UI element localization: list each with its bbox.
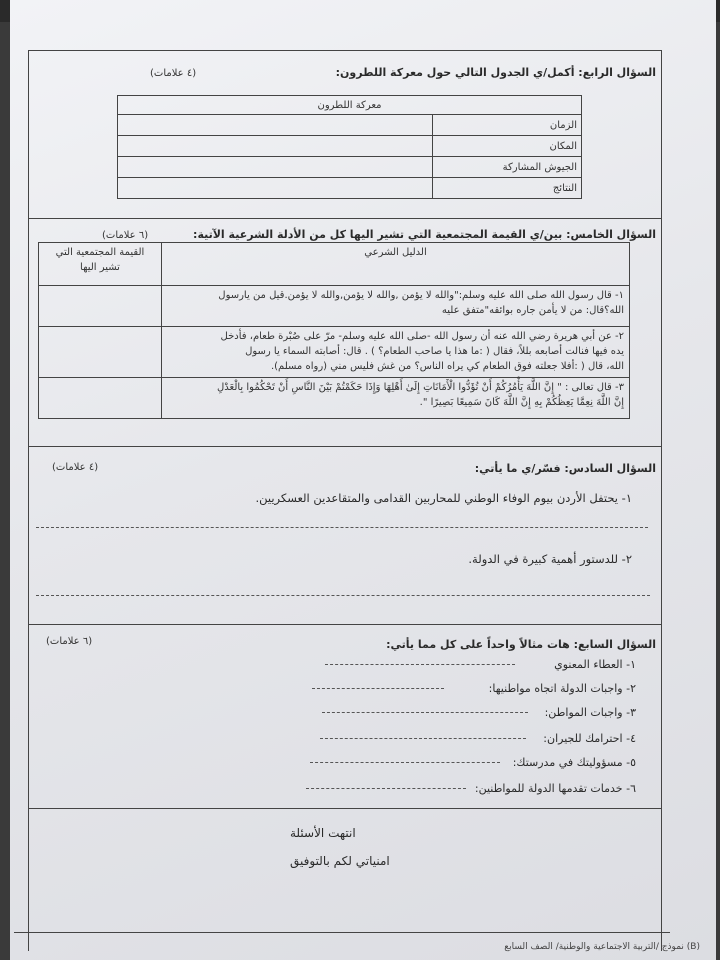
item-text: يحتفل الأردن بيوم الوفاء الوطني للمحاربين القدامى والمتقاعدين العسكريين. (255, 491, 618, 505)
evidence-line: يده فيها فنالت أصابعه بللاً، فقال ( :ما هذا يا صاحب الطعام؟ ) . قال: أصابته السماء يا رسول (245, 346, 624, 357)
answer-line[interactable] (325, 664, 515, 665)
q4-table (117, 95, 582, 199)
q4-answer-cell[interactable] (118, 115, 433, 136)
q4-table-header: معركة اللطرون (118, 96, 582, 115)
item-text: مسؤوليتك في مدرستك: (512, 756, 623, 769)
item-text: خدمات تقدمها الدولة للمواطنين: (474, 782, 623, 795)
divider (28, 446, 662, 447)
item-number: ٢- (615, 331, 624, 342)
end-of-questions: انتهت الأسئلة (290, 826, 356, 840)
q7-marks: (٦ علامات) (46, 636, 93, 647)
q7-item-4 (543, 732, 636, 745)
q5-table (38, 242, 630, 419)
item-number: ١- (621, 491, 632, 505)
q4-row-label: المكان (433, 136, 582, 157)
q6-item-2 (468, 552, 632, 566)
q4-answer-cell[interactable] (118, 136, 433, 157)
item-number: ٣- (615, 382, 624, 393)
item-text: واجبات المواطن: (544, 706, 623, 719)
q7-item-5 (513, 756, 636, 769)
q5-answer-cell[interactable] (39, 378, 162, 419)
q4-marks: (٤ علامات) (150, 68, 197, 79)
divider (28, 624, 662, 625)
q5-col-evidence: الدليل الشرعي (162, 243, 630, 286)
item-text: واجبات الدولة اتجاه مواطنيها: (488, 682, 623, 695)
answer-line[interactable] (306, 788, 466, 789)
q5-marks: (٦ علامات) (102, 230, 149, 241)
q4-answer-cell[interactable] (118, 178, 433, 199)
page-footer: (B) نموذج /التربية الاجتماعية والوطنية/ الصف السابع (504, 942, 700, 952)
answer-line[interactable] (322, 712, 528, 713)
evidence-line: إِنَّ اللَّهَ نِعِمَّا يَعِظُكُمْ بِهِ إِنَّ اللَّهَ كَانَ سَمِيعًا بَصِيرًا ". (419, 397, 624, 408)
q7-item-2 (489, 682, 636, 695)
q5-answer-cell[interactable] (39, 286, 162, 327)
evidence-line: الله، قال ( :أفلا جعلته فوق الطعام كي يراه الناس؟ من غش فليس مني (رواه مسلم). (270, 361, 624, 372)
item-number: ٥- (626, 756, 636, 769)
item-text: العطاء المعنوي (554, 658, 623, 671)
item-text: احترامك للجيران: (543, 732, 623, 745)
item-number: ٤- (626, 732, 636, 745)
q5-evidence-2 (162, 327, 630, 378)
q7-item-1 (554, 658, 636, 671)
answer-line[interactable] (312, 688, 444, 689)
q5-answer-cell[interactable] (39, 327, 162, 378)
q7-item-6 (475, 782, 636, 795)
item-number: ٦- (626, 782, 636, 795)
item-number: ٣- (626, 706, 636, 719)
evidence-line: قال رسول الله صلى الله عليه وسلم:"والله لا يؤمن ,والله لا يؤمن,والله لا يؤمن.قيل من يارسول (218, 290, 612, 301)
q4-row-label: الزمان (433, 115, 582, 136)
item-number: ٢- (621, 552, 632, 566)
divider (28, 808, 662, 809)
item-number: ١- (615, 290, 624, 301)
divider (28, 218, 662, 219)
evidence-line: عن أبي هريرة رضي الله عنه أن رسول الله -صلى الله عليه وسلم- مرّ على صُبْرة طعام، فأدخل (220, 331, 612, 342)
q6-marks: (٤ علامات) (52, 462, 99, 473)
q5-title: السؤال الخامس: بين/ي القيمة المجتمعية التي تشير اليها كل من الأدلة الشرعية الآتية: (193, 228, 656, 241)
item-text: للدستور أهمية كبيرة في الدولة. (468, 552, 618, 566)
evidence-line: قال تعالى : " إِنَّ اللَّهَ يَأْمُرُكُمْ أَنْ تُؤَدُّوا الْأَمَانَاتِ إِلَىٰ أَهْلِهَا وَإِذَا حَكَمْتُمْ بَيْنَ النَّاسِ أَنْ تَحْكُمُوا بِالْعَدْلِ (217, 382, 612, 393)
q6-title: السؤال السادس: فسّر/ي ما يأتي: (474, 462, 656, 475)
q4-title: السؤال الرابع: أكمل/ي الجدول التالي حول معركة اللطرون: (335, 66, 656, 79)
evidence-line: الله؟قال: من لا يأمن جاره بوائقه"متفق عليه (441, 305, 624, 316)
q5-evidence-1 (162, 286, 630, 327)
item-number: ٢- (626, 682, 636, 695)
q7-title: السؤال السابع: هات مثالاً واحداً على كل مما يأتي: (386, 638, 656, 651)
q5-col-value: القيمة المجتمعية التي تشير اليها (39, 243, 162, 286)
q6-item-1 (255, 491, 632, 505)
q4-row-label: الجيوش المشاركة (433, 157, 582, 178)
q4-row-label: النتائج (433, 178, 582, 199)
item-number: ١- (626, 658, 636, 671)
answer-line[interactable] (36, 527, 648, 528)
closing-wishes: امنياتي لكم بالتوفيق (290, 854, 390, 868)
divider (14, 932, 670, 933)
answer-line[interactable] (320, 738, 526, 739)
q7-item-3 (545, 706, 636, 719)
answer-line[interactable] (310, 762, 500, 763)
q5-evidence-3 (162, 378, 630, 419)
q4-answer-cell[interactable] (118, 157, 433, 178)
answer-line[interactable] (36, 595, 650, 596)
